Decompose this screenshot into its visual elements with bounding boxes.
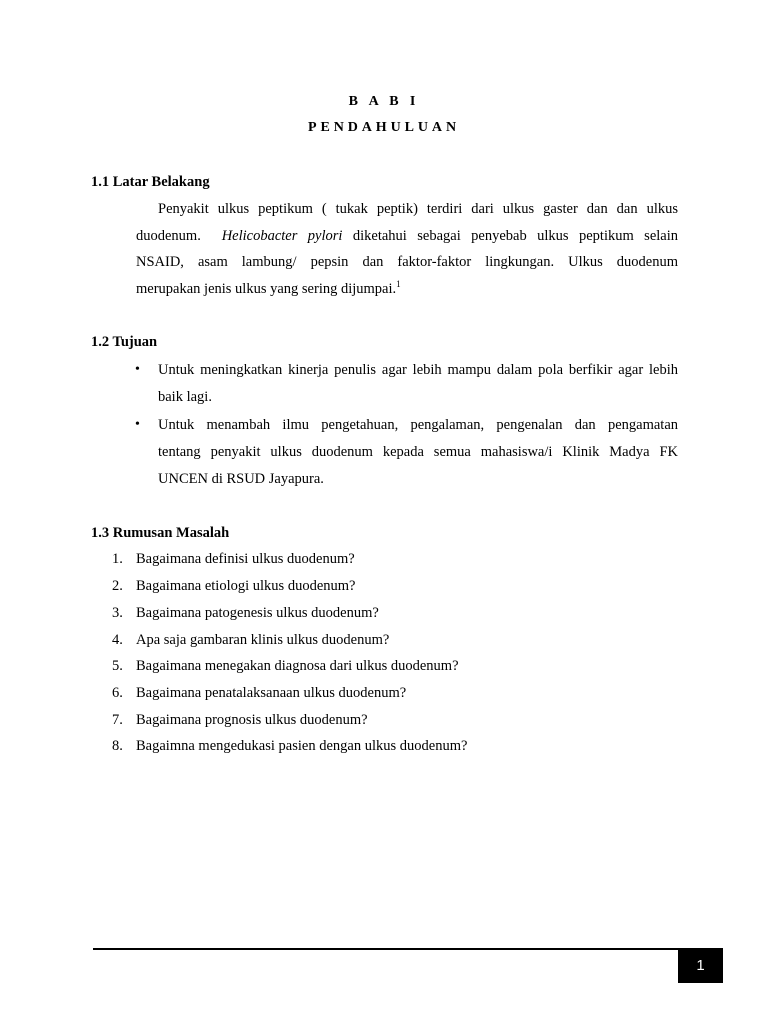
bullet-line: UNCEN di RSUD Jayapura.: [158, 471, 324, 487]
list-item: Bagaimana definisi ulkus duodenum?: [136, 551, 355, 567]
paragraph-line: Penyakit ulkus peptikum ( tukak peptik) terdiri dari ulkus gaster dan dan ulkus: [158, 201, 678, 217]
list-item-number: 5.: [112, 658, 123, 674]
list-item: Bagaimana menegakan diagnosa dari ulkus duodenum?: [136, 658, 459, 674]
list-item-number: 7.: [112, 712, 123, 728]
bullet-item: [158, 412, 678, 493]
list-item-number: 8.: [112, 738, 123, 754]
list-item: Bagaimana prognosis ulkus duodenum?: [136, 712, 368, 728]
list-item: Apa saja gambaran klinis ulkus duodenum?: [136, 632, 390, 648]
bullet-line: Untuk meningkatkan kinerja penulis agar lebih mampu dalam pola berfikir agar lebih: [158, 362, 678, 378]
bullet-item: [158, 357, 678, 411]
paragraph-line: [136, 223, 678, 250]
chapter-label: B A B I: [348, 94, 420, 109]
section-heading-rumusan-masalah: 1.3 Rumusan Masalah: [91, 525, 230, 541]
bullet-icon: •: [135, 417, 140, 432]
page-number-badge: [678, 948, 723, 983]
list-item: Bagaimana patogenesis ulkus duodenum?: [136, 605, 379, 621]
list-item-number: 3.: [112, 605, 123, 621]
section-heading-latar-belakang: 1.1 Latar Belakang: [91, 174, 210, 190]
list-item-number: 4.: [112, 632, 123, 648]
bullet-line: Untuk menambah ilmu pengetahuan, pengalaman, pengenalan dan pengamatan: [158, 417, 678, 433]
list-item-number: 6.: [112, 685, 123, 701]
footer-rule: [93, 948, 679, 950]
paragraph-line: [136, 276, 678, 303]
paragraph-line: NSAID, asam lambung/ pepsin dan faktor-faktor lingkungan. Ulkus duodenum: [136, 254, 678, 271]
bullet-icon: •: [135, 362, 140, 377]
section-heading-tujuan: 1.2 Tujuan: [91, 334, 158, 350]
paragraph-line-rest: diketahui sebagai penyebab ulkus peptikum selain: [352, 227, 678, 244]
chapter-title: PENDAHULUAN: [307, 120, 460, 135]
list-item-number: 2.: [112, 578, 123, 594]
paragraph-line-prefix: duodenum.: [136, 227, 201, 244]
paragraph-line-text: merupakan jenis ulkus yang sering dijumpai.: [136, 281, 397, 298]
list-item: Bagaimana penatalaksanaan ulkus duodenum?: [136, 685, 407, 701]
footnote-ref: 1: [396, 279, 401, 290]
list-item-number: 1.: [112, 551, 123, 567]
list-item: Bagaimana etiologi ulkus duodenum?: [136, 578, 356, 594]
list-item: Bagaimna mengedukasi pasien dengan ulkus duodenum?: [136, 738, 468, 754]
bullet-line: baik lagi.: [158, 389, 212, 405]
bullet-line: tentang penyakit ulkus duodenum kepada semua mahasiswa/i Klinik Madya FK: [158, 444, 678, 460]
paragraph-latar-belakang: [136, 196, 678, 303]
page-number: 1: [696, 957, 705, 974]
italic-term: Helicobacter pylori: [221, 227, 343, 244]
